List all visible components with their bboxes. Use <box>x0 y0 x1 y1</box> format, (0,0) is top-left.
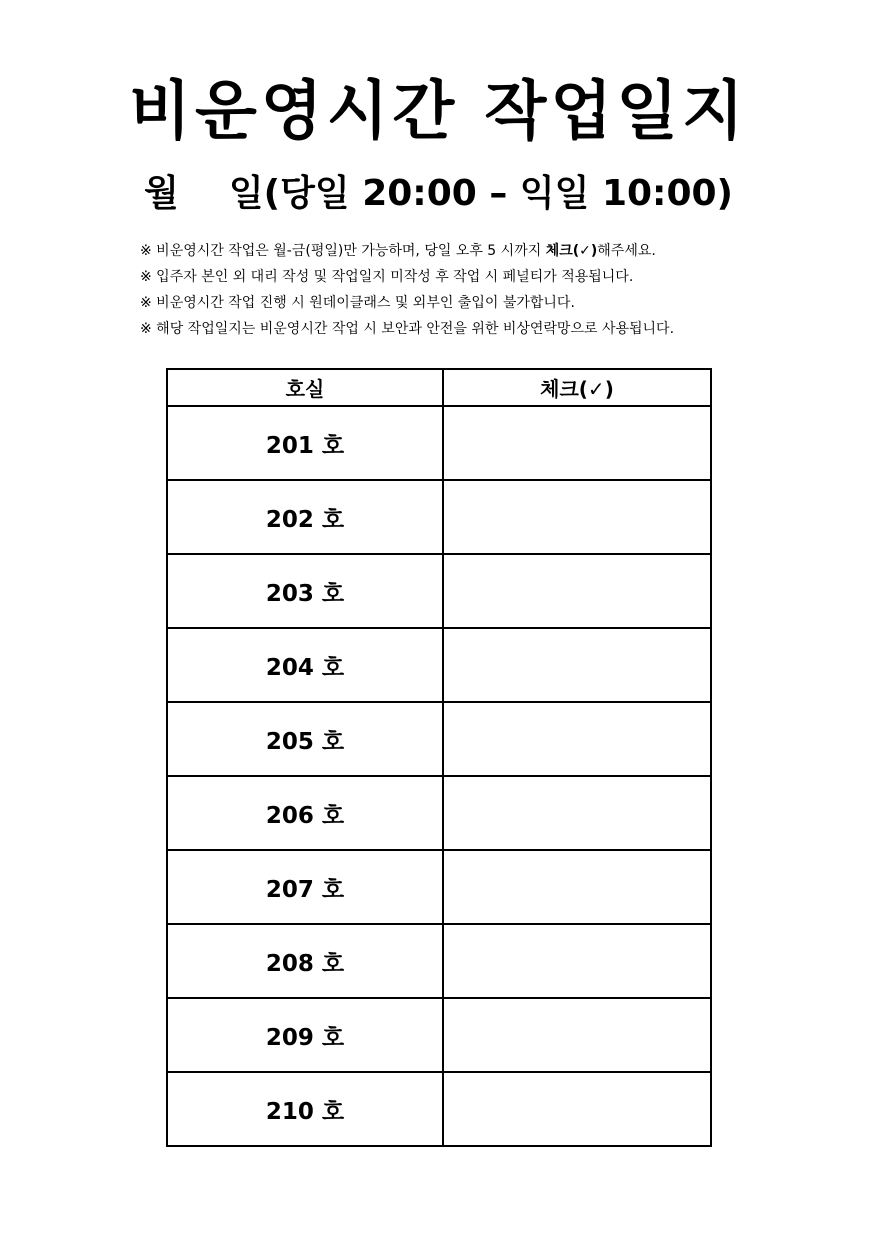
check-cell[interactable] <box>443 998 711 1072</box>
check-column-header: 체크(✓) <box>443 369 711 406</box>
notice-item <box>140 238 800 264</box>
notice-text: ※ 입주자 본인 외 대리 작성 및 작업일지 미작성 후 작업 시 페널티가 적용됩니다. <box>140 269 634 285</box>
table-row <box>167 1072 711 1146</box>
check-cell[interactable] <box>443 628 711 702</box>
check-cell[interactable] <box>443 480 711 554</box>
check-cell[interactable] <box>443 850 711 924</box>
room-cell: 208 호 <box>167 924 443 998</box>
table-row <box>167 924 711 998</box>
notice-item <box>140 290 800 316</box>
room-cell: 210 호 <box>167 1072 443 1146</box>
room-cell: 203 호 <box>167 554 443 628</box>
work-log-table <box>166 368 712 1147</box>
check-cell[interactable] <box>443 776 711 850</box>
room-cell: 201 호 <box>167 406 443 480</box>
table-row <box>167 406 711 480</box>
room-cell: 204 호 <box>167 628 443 702</box>
table-row <box>167 554 711 628</box>
table-row <box>167 628 711 702</box>
date-time-range: 월 일(당일 20:00 – 익일 10:00) <box>143 173 733 214</box>
check-cell[interactable] <box>443 406 711 480</box>
room-column-header: 호실 <box>167 369 443 406</box>
check-cell[interactable] <box>443 924 711 998</box>
table-row <box>167 776 711 850</box>
room-cell: 209 호 <box>167 998 443 1072</box>
notice-emphasis: 체크(✓) <box>545 243 598 259</box>
page-title: 비운영시간 작업일지 <box>129 75 748 149</box>
check-cell[interactable] <box>443 702 711 776</box>
notice-text-end: 해주세요. <box>597 243 656 259</box>
table-row <box>167 702 711 776</box>
notice-text: ※ 비운영시간 작업 진행 시 원데이클래스 및 외부인 출입이 불가합니다. <box>140 295 575 311</box>
check-cell[interactable] <box>443 554 711 628</box>
notice-item <box>140 264 800 290</box>
table-row <box>167 998 711 1072</box>
table-row <box>167 480 711 554</box>
notice-item <box>140 316 800 342</box>
notice-list <box>140 238 800 342</box>
room-cell: 206 호 <box>167 776 443 850</box>
room-cell: 205 호 <box>167 702 443 776</box>
room-cell: 207 호 <box>167 850 443 924</box>
table-header-row <box>167 369 711 406</box>
check-cell[interactable] <box>443 1072 711 1146</box>
room-cell: 202 호 <box>167 480 443 554</box>
notice-text: ※ 비운영시간 작업은 월-금(평일)만 가능하며, 당일 오후 5 시까지 <box>140 243 546 259</box>
notice-text: ※ 해당 작업일지는 비운영시간 작업 시 보안과 안전을 위한 비상연락망으로 사용됩니다. <box>140 321 675 337</box>
table-row <box>167 850 711 924</box>
